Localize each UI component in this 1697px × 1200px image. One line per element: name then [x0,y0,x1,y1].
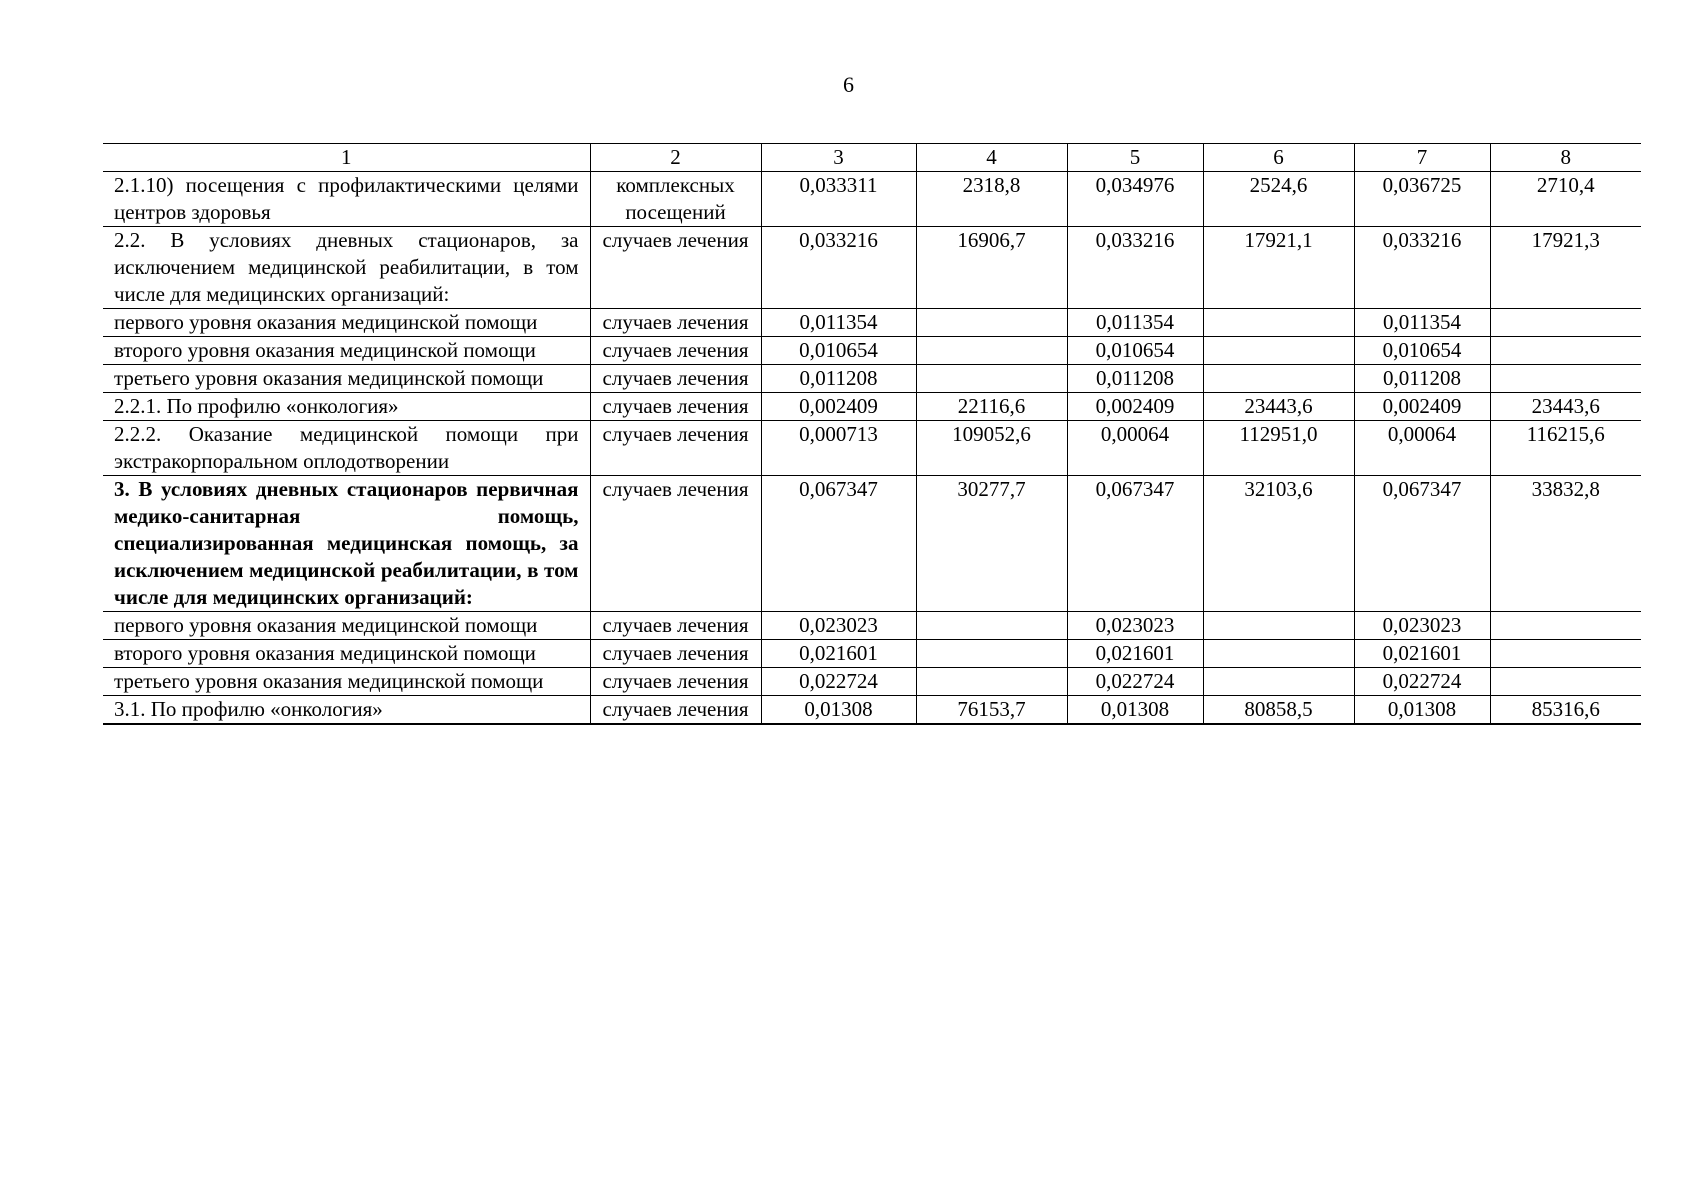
value-cell: 76153,7 [916,696,1067,725]
row-name-cell: 3.1. По профилю «онкология» [103,696,590,725]
value-cell [1203,668,1354,696]
value-cell [916,309,1067,337]
column-header: 4 [916,144,1067,172]
table-header-row [103,144,1641,172]
value-cell: 0,01308 [1067,696,1203,725]
value-cell: 0,00064 [1067,421,1203,476]
value-cell: 17921,3 [1490,227,1641,309]
value-cell [1490,640,1641,668]
column-header: 8 [1490,144,1641,172]
table-row [103,393,1641,421]
value-cell: 116215,6 [1490,421,1641,476]
value-cell: 0,067347 [1067,476,1203,612]
unit-cell: случаев лечения [590,227,761,309]
table-row [103,309,1641,337]
value-cell: 0,010654 [1354,337,1490,365]
value-cell: 0,021601 [1067,640,1203,668]
table-row [103,640,1641,668]
value-cell: 0,067347 [761,476,916,612]
column-header: 5 [1067,144,1203,172]
value-cell: 30277,7 [916,476,1067,612]
row-name-cell: 2.1.10) посещения с профилактическими целями центров здоровья [103,172,590,227]
table-row [103,172,1641,227]
value-cell: 0,036725 [1354,172,1490,227]
value-cell [916,365,1067,393]
value-cell [1490,668,1641,696]
value-cell [1203,365,1354,393]
column-header: 7 [1354,144,1490,172]
value-cell [916,337,1067,365]
value-cell: 80858,5 [1203,696,1354,725]
value-cell: 0,023023 [1067,612,1203,640]
table-row [103,476,1641,612]
table-row [103,227,1641,309]
value-cell: 0,01308 [761,696,916,725]
value-cell: 0,067347 [1354,476,1490,612]
unit-cell: случаев лечения [590,393,761,421]
value-cell [916,640,1067,668]
value-cell: 0,021601 [1354,640,1490,668]
row-name-cell: третьего уровня оказания медицинской помощи [103,365,590,393]
value-cell: 0,011208 [1067,365,1203,393]
value-cell: 0,011354 [761,309,916,337]
value-cell: 0,033311 [761,172,916,227]
unit-cell: случаев лечения [590,337,761,365]
value-cell [1203,309,1354,337]
value-cell [1203,337,1354,365]
value-cell: 0,033216 [761,227,916,309]
table-row [103,696,1641,725]
value-cell: 0,010654 [761,337,916,365]
column-header: 2 [590,144,761,172]
unit-cell: случаев лечения [590,476,761,612]
value-cell [1203,640,1354,668]
value-cell: 32103,6 [1203,476,1354,612]
value-cell: 2524,6 [1203,172,1354,227]
unit-cell: случаев лечения [590,668,761,696]
row-name-cell: 2.2. В условиях дневных стационаров, за исключением медицинской реабилитации, в том числе для медицинских организаций: [103,227,590,309]
row-name-cell: 2.2.2. Оказание медицинской помощи при экстракорпоральном оплодотворении [103,421,590,476]
value-cell: 0,011208 [1354,365,1490,393]
row-name-cell: 3. В условиях дневных стационаров первичная медико-санитарная помощь, специализированная медицинская помощь, за исключением медицинской реабилитации, в том числе для медицинских организаций: [103,476,590,612]
row-name-cell: второго уровня оказания медицинской помощи [103,640,590,668]
value-cell [1490,612,1641,640]
value-cell: 0,011208 [761,365,916,393]
value-cell: 109052,6 [916,421,1067,476]
unit-cell: случаев лечения [590,696,761,725]
table-row [103,421,1641,476]
value-cell: 22116,6 [916,393,1067,421]
value-cell: 0,034976 [1067,172,1203,227]
table-row [103,337,1641,365]
row-name-cell: второго уровня оказания медицинской помощи [103,337,590,365]
value-cell: 0,022724 [1067,668,1203,696]
value-cell: 17921,1 [1203,227,1354,309]
value-cell [916,668,1067,696]
unit-cell: случаев лечения [590,612,761,640]
value-cell: 0,022724 [761,668,916,696]
value-cell: 2710,4 [1490,172,1641,227]
column-header: 1 [103,144,590,172]
value-cell [916,612,1067,640]
value-cell: 0,021601 [761,640,916,668]
row-name-cell: третьего уровня оказания медицинской помощи [103,668,590,696]
value-cell [1490,365,1641,393]
unit-cell: случаев лечения [590,421,761,476]
value-cell: 112951,0 [1203,421,1354,476]
value-cell: 85316,6 [1490,696,1641,725]
data-table [103,143,1641,725]
value-cell: 23443,6 [1203,393,1354,421]
value-cell: 0,00064 [1354,421,1490,476]
value-cell: 0,011354 [1067,309,1203,337]
value-cell: 0,01308 [1354,696,1490,725]
value-cell [1203,612,1354,640]
value-cell: 2318,8 [916,172,1067,227]
value-cell: 16906,7 [916,227,1067,309]
value-cell: 33832,8 [1490,476,1641,612]
table-row [103,365,1641,393]
column-header: 3 [761,144,916,172]
value-cell: 0,000713 [761,421,916,476]
value-cell: 0,033216 [1354,227,1490,309]
unit-cell: комплексных посещений [590,172,761,227]
unit-cell: случаев лечения [590,640,761,668]
value-cell: 0,011354 [1354,309,1490,337]
value-cell [1490,337,1641,365]
value-cell: 0,002409 [761,393,916,421]
value-cell: 0,010654 [1067,337,1203,365]
value-cell: 0,002409 [1354,393,1490,421]
row-name-cell: 2.2.1. По профилю «онкология» [103,393,590,421]
unit-cell: случаев лечения [590,309,761,337]
value-cell: 0,022724 [1354,668,1490,696]
value-cell: 0,023023 [1354,612,1490,640]
row-name-cell: первого уровня оказания медицинской помощи [103,309,590,337]
value-cell: 23443,6 [1490,393,1641,421]
value-cell: 0,033216 [1067,227,1203,309]
value-cell [1490,309,1641,337]
table-row [103,668,1641,696]
page-number: 6 [843,72,854,97]
unit-cell: случаев лечения [590,365,761,393]
table-row [103,612,1641,640]
row-name-cell: первого уровня оказания медицинской помощи [103,612,590,640]
table-body [103,144,1641,725]
value-cell: 0,002409 [1067,393,1203,421]
value-cell: 0,023023 [761,612,916,640]
column-header: 6 [1203,144,1354,172]
